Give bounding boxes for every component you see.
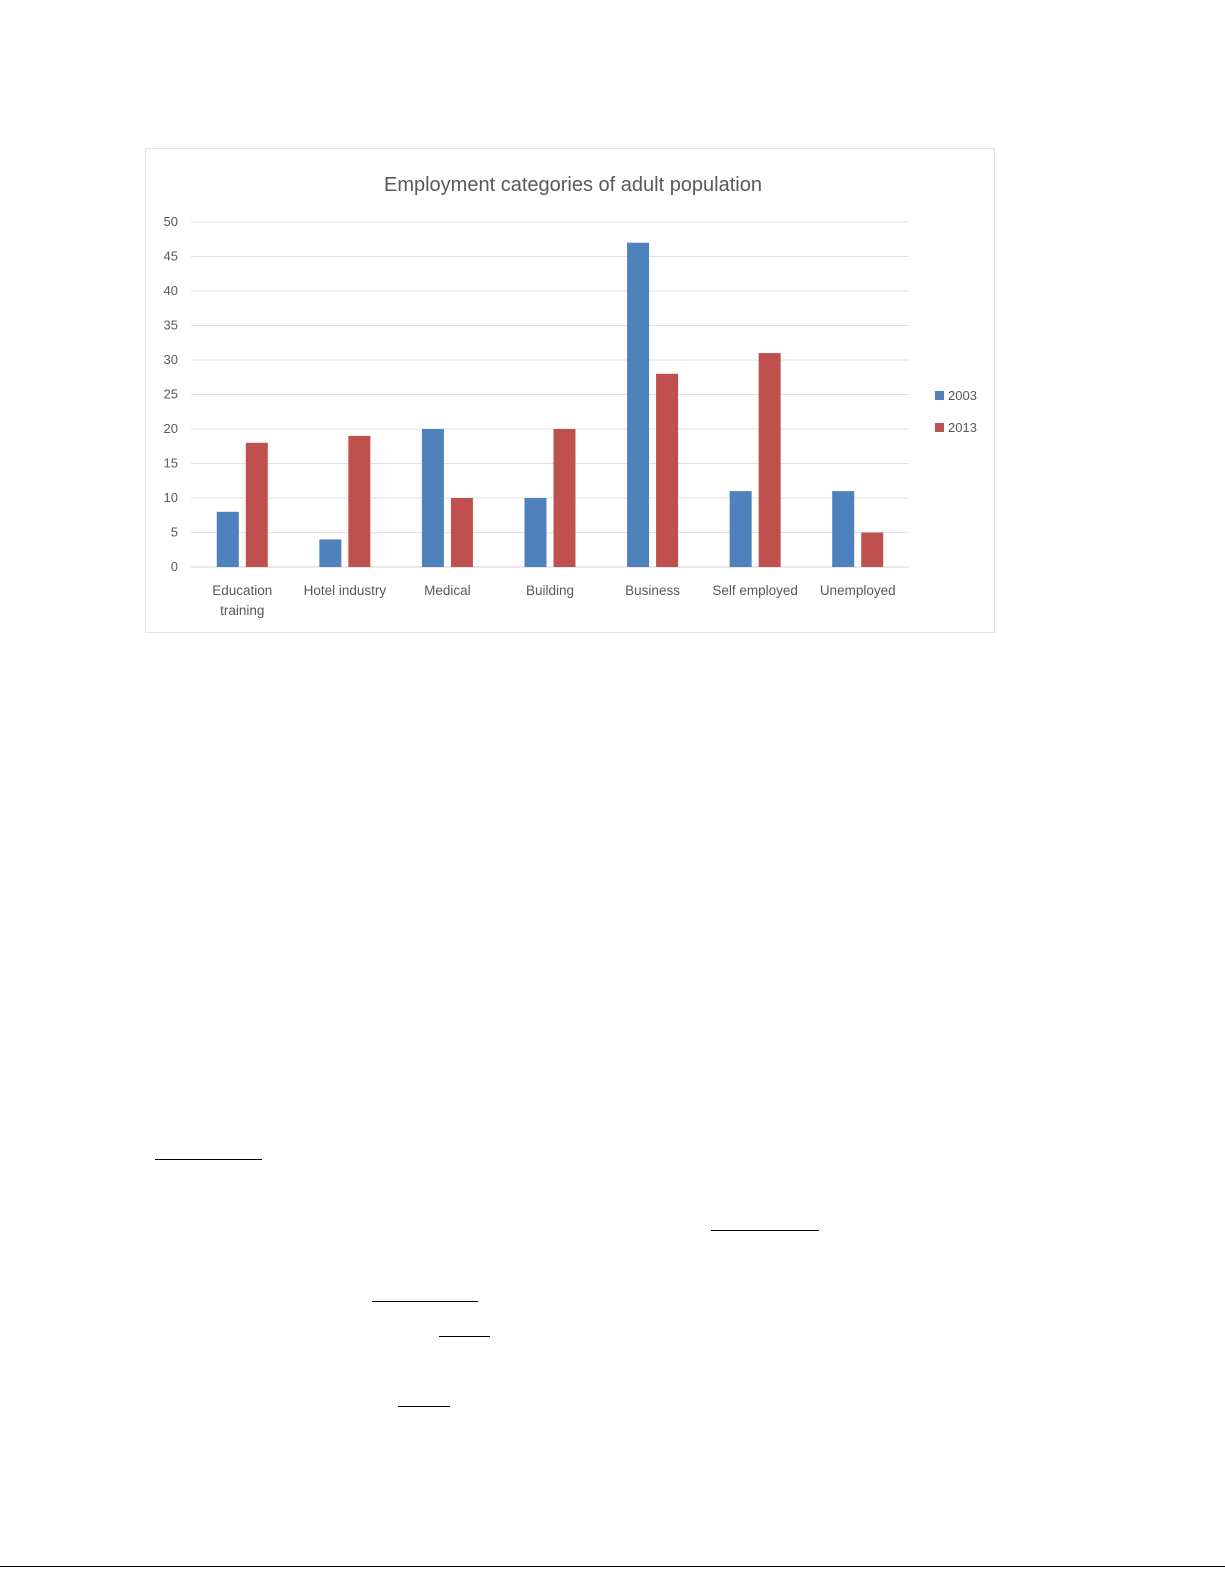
- bar-2003: [422, 429, 444, 567]
- y-tick-label: 0: [170, 559, 178, 574]
- bar-2003: [525, 498, 547, 567]
- y-tick-label: 5: [170, 524, 178, 540]
- y-tick-label: 50: [163, 214, 178, 229]
- bar-2013: [861, 533, 883, 568]
- y-tick-label: 30: [163, 352, 178, 367]
- y-tick-label: 40: [163, 283, 178, 298]
- bar-2013: [451, 498, 473, 567]
- y-tick-label: 15: [163, 455, 178, 471]
- legend-label: 2003: [948, 388, 977, 403]
- bar-2013: [348, 436, 370, 567]
- answer-blank-3: [372, 1301, 478, 1302]
- x-category-label: training: [220, 603, 265, 618]
- x-category-label: Building: [525, 583, 575, 598]
- bar-2003: [730, 491, 752, 567]
- gridlines: [191, 222, 909, 567]
- bar-2013: [656, 374, 678, 567]
- answer-blank-1: [155, 1159, 262, 1160]
- page-bottom-rule: [0, 1566, 1225, 1567]
- bar-2003: [832, 491, 854, 567]
- legend-label: 2013: [948, 420, 977, 435]
- bar-2013: [759, 353, 781, 567]
- y-tick-label: 10: [163, 490, 178, 505]
- employment-bar-chart: [146, 149, 996, 634]
- y-tick-label: 20: [163, 421, 178, 436]
- bar-2003: [319, 539, 341, 567]
- x-category-label: Hotel industry: [303, 583, 387, 598]
- bar-2013: [246, 443, 268, 567]
- x-category-label: Business: [625, 583, 680, 598]
- legend-swatch-2013: [935, 423, 944, 432]
- y-tick-label: 25: [163, 386, 178, 402]
- legend: [935, 388, 977, 435]
- answer-blank-5: [398, 1406, 450, 1407]
- bar-2003: [217, 512, 239, 567]
- y-tick-label: 35: [163, 317, 178, 333]
- x-category-label: Unemployed: [819, 583, 896, 598]
- x-category-label: Education: [212, 583, 273, 598]
- answer-blank-4: [439, 1336, 490, 1337]
- bar-2003: [627, 243, 649, 567]
- x-axis-categories: [212, 583, 895, 618]
- y-axis-ticks: [164, 214, 178, 574]
- chart-title: Employment categories of adult population: [383, 174, 763, 196]
- x-category-label: Medical: [424, 583, 471, 598]
- bar-2013: [554, 429, 576, 567]
- answer-blank-2: [711, 1230, 819, 1231]
- x-category-label: Self employed: [712, 583, 798, 598]
- chart-frame: [145, 148, 995, 633]
- legend-swatch-2003: [935, 391, 944, 400]
- y-tick-label: 45: [163, 248, 178, 264]
